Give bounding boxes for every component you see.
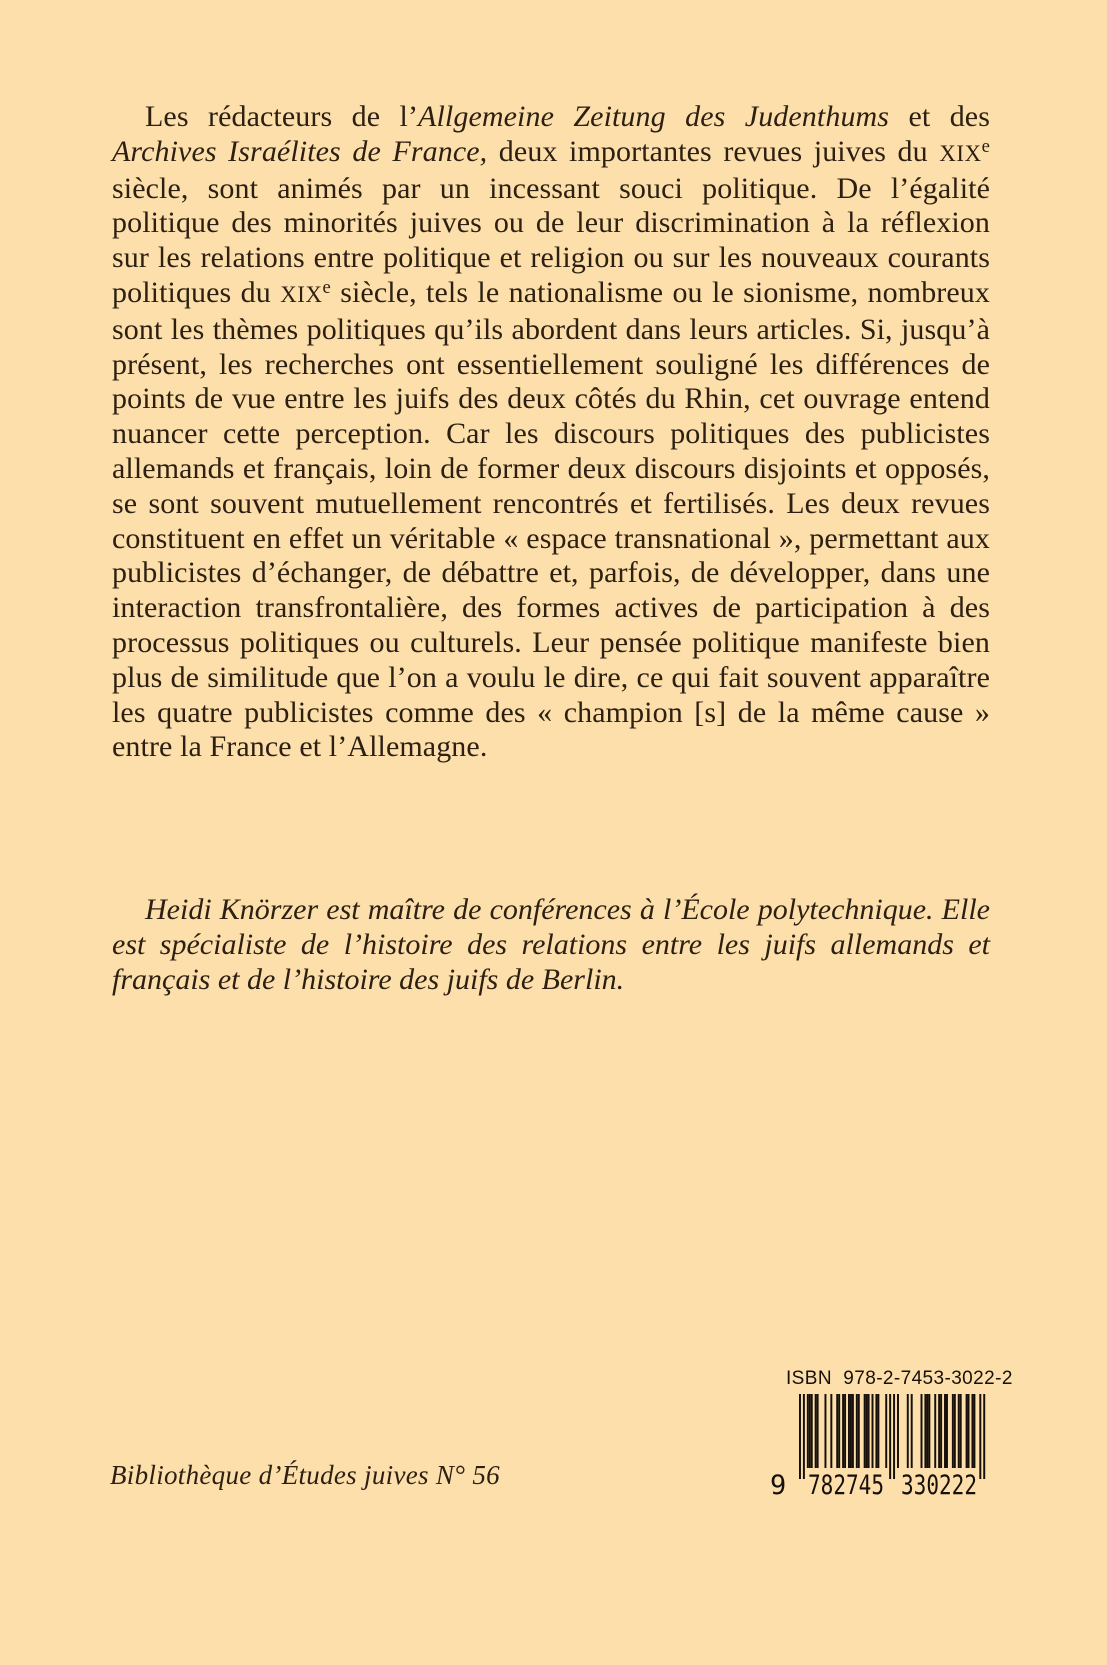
synopsis-segment: Les rédacteurs de l’ [145,100,419,133]
journal-title-allgemeine-zeitung: Allgemeine Zeitung des Judenthums [418,100,890,133]
synopsis-segment: siècle, tels le nationalisme ou le sionisme, nombreux sont les thèmes politiques qu’ils abordent dans leurs articles. Si, jusqu’à présent, les recherches ont essentiellement souligné les différences de points de vue entre les juifs des deux côtés du Rhin, cet ouvrage entend nuancer cette perception. Car les discours politiques des publicistes allemands et français, loin de former deux discours disjoints et opposés, se sont souvent mutuellement rencontrés et fertilisés. Les deux revues constituent en effet un véritable « espace transnational », permettant aux publicistes d’échanger, de débattre et, parfois, de développer, dans une interaction transfrontalière, des formes actives de participation à des processus politiques ou culturels. Leur pensée politique manifeste bien plus de similitude que l’on a voulu le dire, ce qui fait souvent apparaître les quatre publicistes comme des « champion [s] de la même cause » entre la France et l’Allemagne. [112,275,990,764]
ean-barcode [768,1394,1000,1498]
century-numeral: XIX [939,140,982,166]
barcode-digit-first: 9 [770,1470,787,1498]
ordinal-superscript: e [322,276,331,298]
isbn-block [768,1368,1013,1498]
isbn-number-label: ISBN 978-2-7453-3022-2 [786,1368,1013,1389]
author-bio-paragraph [112,893,990,997]
barcode-digits-left: 782745 [808,1470,884,1498]
barcode-digits-right: 330222 [901,1470,977,1498]
series-label: Bibliothèque d’Études juives N° 56 [110,1460,500,1490]
synopsis-segment: deux importantes revues juives du [487,134,940,168]
ean-barcode-bars [799,1394,985,1479]
synopsis-segment: siècle, sont animés par un incessant souci politique. De l’égalité politique des minorités juives ou de leur discrimination à la réflexion sur les relations entre politique et religion ou sur les nouveaux courants politiques du [112,171,990,309]
century-numeral: XIX [280,281,323,307]
synopsis-paragraph [112,100,990,765]
ordinal-superscript: e [981,135,990,157]
synopsis-segment: et des [889,100,990,133]
author-bio-text: Heidi Knörzer est maître de conférences à l’École polytechnique. Elle est spécialiste de l’histoire des relations entre les juifs allemands et français et de l’histoire des juifs de Berlin. [112,893,990,996]
journal-title-archives-israelites: Archives Israélites de France, [112,134,488,168]
